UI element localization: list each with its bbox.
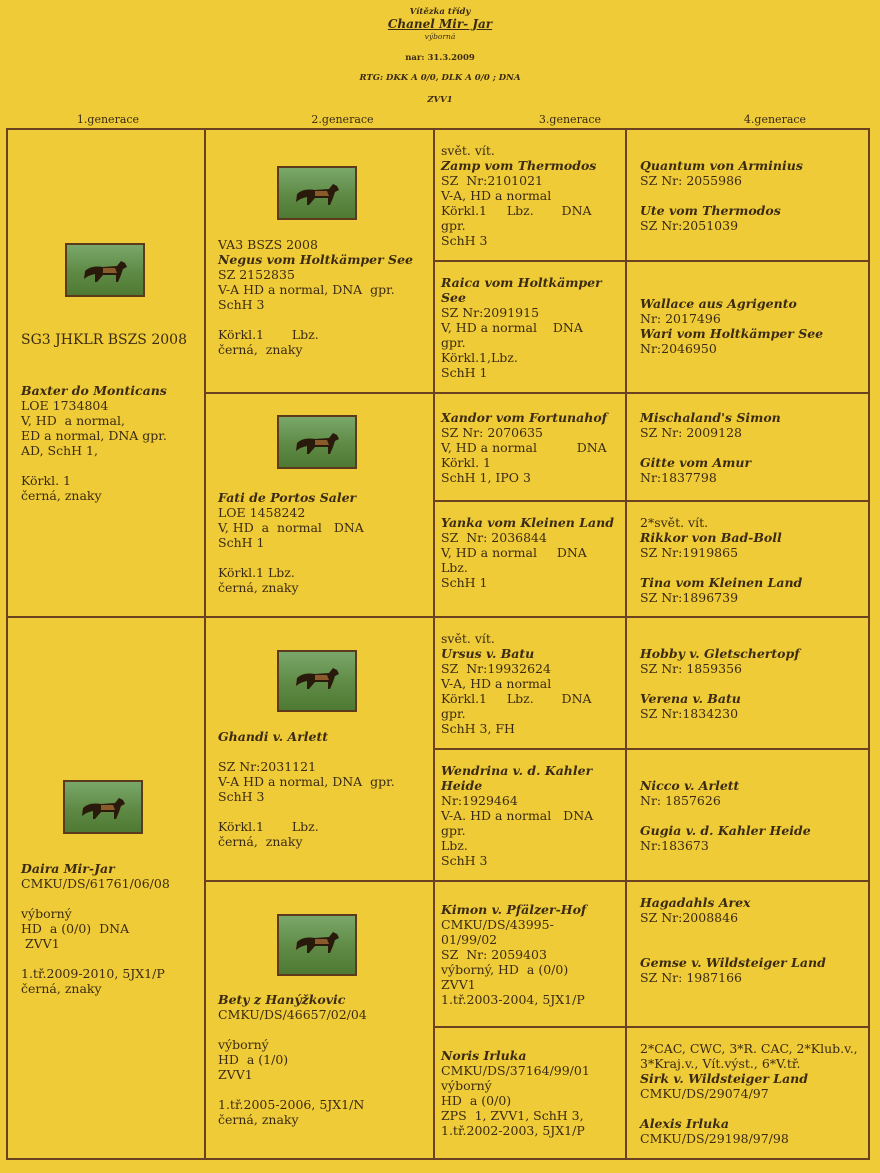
- rtg-result: RTG: DKK A 0/0, DLK A 0/0 ; DNA: [359, 73, 521, 83]
- gen3-line: V, HD a normal DNA: [441, 545, 587, 560]
- gen3-cell-6: [433, 748, 627, 882]
- gen2-name: Bety z Hanýžkovic: [218, 992, 346, 1007]
- dog-name-title: Chanel Mir- Jar: [387, 17, 493, 31]
- gen3-line: SZ Nr:2091915: [441, 305, 540, 320]
- gen2-line: černá, znaky: [218, 1112, 299, 1127]
- gen3-name: Kimon v. Pfälzer-Hof: [441, 902, 587, 917]
- gen1-dam-cell: [6, 616, 206, 1160]
- gen3-line: výborný, HD a (0/0): [441, 962, 569, 977]
- gen4-reg: CMKU/DS/29074/97: [640, 1086, 769, 1101]
- spacer: [640, 940, 862, 955]
- gen3-line: Körkl.1 Lbz. DNA: [441, 691, 592, 706]
- dam-line: 1.tř.2009-2010, 5JX1/P: [21, 966, 165, 981]
- gen4-reg: SZ Nr:2051039: [640, 218, 739, 233]
- gen4-cell-6: [625, 748, 870, 882]
- dog-silhouette-icon: [293, 930, 343, 954]
- gen4-name: Alexis Irluka: [640, 1116, 730, 1131]
- gen2-block: [218, 992, 433, 1127]
- gen1-sire-cell: [6, 128, 206, 618]
- gen3-line: ZPS 1, ZVV1, SchH 3,: [441, 1108, 584, 1123]
- gen4-pre: 2*CAC, CWC, 3*R. CAC, 2*Klub.v.,: [640, 1041, 858, 1056]
- gen4-reg: Nr:1837798: [640, 470, 717, 485]
- gen4-reg: SZ Nr: 2055986: [640, 173, 742, 188]
- spacer: [640, 1101, 862, 1116]
- dog-photo: [63, 780, 143, 834]
- gen4-reg: SZ Nr:1919865: [640, 545, 739, 560]
- dam-line: výborný: [21, 906, 72, 921]
- gen3-line: Körkl. 1: [441, 455, 491, 470]
- gen3-line: CMKU/DS/37164/99/01: [441, 1063, 590, 1078]
- gen2-cell-4: [204, 880, 435, 1160]
- gen4-cell-8: [625, 1026, 870, 1160]
- gen4-reg: Nr: 2017496: [640, 311, 721, 326]
- gen2-line: ZVV1: [218, 1067, 253, 1082]
- gen4-reg: SZ Nr:1834230: [640, 706, 739, 721]
- gen2-line: CMKU/DS/46657/02/04: [218, 1007, 367, 1022]
- gen3-cell-7: [433, 880, 627, 1028]
- generation-label-2: 2.generace: [311, 113, 374, 126]
- gen3-line: Lbz.: [441, 838, 468, 853]
- gen2-line: 1.tř.2005-2006, 5JX1/N: [218, 1097, 365, 1112]
- sire-line: [21, 458, 206, 473]
- gen3-line: 1.tř.2003-2004, 5JX1/P: [441, 992, 585, 1007]
- gen3-line: SZ Nr:19932624: [441, 661, 551, 676]
- gen3-line: Körkl.1,Lbz.: [441, 350, 518, 365]
- dog-silhouette-icon: [79, 796, 129, 820]
- dam-block: [21, 861, 206, 996]
- dog-silhouette-icon: [293, 182, 343, 206]
- gen3-name: Wendrina v. d. Kahler Heide: [441, 763, 593, 793]
- gen4-name: Wari vom Holtkämper See: [640, 326, 824, 341]
- gen2-line: [218, 550, 433, 565]
- spacer: [640, 560, 862, 575]
- dam-name: Daira Mir-Jar: [21, 861, 115, 876]
- sire-line: LOE 1734804: [21, 398, 109, 413]
- gen3-line: CMKU/DS/43995-: [441, 917, 554, 932]
- generation-label-3: 3.generace: [538, 113, 602, 126]
- sire-line: V, HD a normal,: [21, 413, 125, 428]
- dog-silhouette-icon: [293, 666, 343, 690]
- gen3-line: 01/99/02: [441, 932, 498, 947]
- gen3-line: SZ Nr: 2036844: [441, 530, 547, 545]
- sire-line: AD, SchH 1,: [21, 443, 98, 458]
- dam-line: HD a (0/0) DNA: [21, 921, 130, 936]
- gen3-line: SchH 3, FH: [441, 721, 515, 736]
- zvv: ZVV1: [427, 95, 453, 105]
- gen2-line: LOE 1458242: [218, 505, 306, 520]
- gen3-line: V-A. HD a normal DNA: [441, 808, 594, 823]
- gen2-block: [218, 237, 433, 357]
- dog-silhouette-icon: [81, 259, 131, 283]
- gen4-name: Gugia v. d. Kahler Heide: [640, 823, 811, 838]
- birth-date: nar: 31.3.2009: [405, 53, 475, 63]
- gen3-line: SchH 1, IPO 3: [441, 470, 531, 485]
- gen4-name: Hagadahls Arex: [640, 895, 751, 910]
- gen3-line: V-A, HD a normal: [441, 676, 552, 691]
- gen3-line: Lbz.: [441, 560, 468, 575]
- gen4-name: Tina vom Kleinen Land: [640, 575, 803, 590]
- gen4-reg: SZ Nr: 1859356: [640, 661, 742, 676]
- gen3-line: výborný: [441, 1078, 492, 1093]
- gen2-line: [218, 312, 433, 327]
- gen3-cell-4: [433, 500, 627, 618]
- dam-line: ZVV1: [21, 936, 60, 951]
- gen3-line: SZ Nr: 2070635: [441, 425, 543, 440]
- gen2-line: Körkl.1 Lbz.: [218, 565, 295, 580]
- spacer: [640, 808, 862, 823]
- gen2-line: [218, 1022, 433, 1037]
- gen3-line: SZ Nr:2101021: [441, 173, 543, 188]
- gen3-cell-5: [433, 616, 627, 750]
- gen3-name: Ursus v. Batu: [441, 646, 535, 661]
- dam-line: [21, 891, 206, 906]
- sire-line: ED a normal, DNA gpr.: [21, 428, 167, 443]
- gen3-cell-2: [433, 260, 627, 394]
- generation-label-1: 1.generace: [76, 113, 140, 126]
- gen3-line: gpr.: [441, 218, 466, 233]
- gen3-cell-3: [433, 392, 627, 502]
- gen3-line: V, HD a normal DNA: [441, 440, 607, 455]
- gen3-line: Körkl.1 Lbz. DNA: [441, 203, 592, 218]
- gen3-line: V, HD a normal DNA: [441, 320, 583, 335]
- dog-photo: [277, 166, 357, 220]
- gen2-line: černá, znaky: [218, 834, 303, 849]
- gen3-cell-1: [433, 128, 627, 262]
- dog-photo: [277, 415, 357, 469]
- gen2-cell-2: [204, 392, 435, 618]
- gen4-name: Nicco v. Arlett: [640, 778, 740, 793]
- title-prefix: Vítězka třídy: [409, 7, 471, 17]
- gen3-line: ZVV1: [441, 977, 476, 992]
- gen4-name: Rikkor von Bad-Boll: [640, 530, 782, 545]
- gen3-pre: svět. vít.: [441, 631, 495, 646]
- gen4-reg: CMKU/DS/29198/97/98: [640, 1131, 789, 1146]
- gen2-name: Fati de Portos Saler: [218, 490, 357, 505]
- gen3-line: 1.tř.2002-2003, 5JX1/P: [441, 1123, 585, 1138]
- gen2-line: V, HD a normal DNA: [218, 520, 364, 535]
- gen3-line: SchH 1: [441, 365, 488, 380]
- gen2-line: V-A HD a normal, DNA gpr.: [218, 282, 395, 297]
- gen4-cell-3: [625, 392, 870, 502]
- gen4-name: Ute vom Thermodos: [640, 203, 781, 218]
- gen4-name: Wallace aus Agrigento: [640, 296, 797, 311]
- gen3-line: SZ Nr: 2059403: [441, 947, 547, 962]
- dam-line: [21, 951, 206, 966]
- gen2-line: HD a (1/0): [218, 1052, 289, 1067]
- gen2-line: černá, znaky: [218, 580, 299, 595]
- gen4-reg: SZ Nr:2008846: [640, 910, 739, 925]
- gen2-line: výborný: [218, 1037, 269, 1052]
- gen3-cell-8: [433, 1026, 627, 1160]
- gen2-line: SchH 3: [218, 297, 265, 312]
- gen3-line: SchH 3: [441, 853, 488, 868]
- dog-photo: [277, 650, 357, 712]
- gen4-reg: Nr:183673: [640, 838, 709, 853]
- gen4-pre: 3*Kraj.v., Vít.výst., 6*V.tř.: [640, 1056, 801, 1071]
- gen2-line: V-A HD a normal, DNA gpr.: [218, 774, 395, 789]
- spacer: [640, 676, 862, 691]
- gen4-reg: SZ Nr: 2009128: [640, 425, 742, 440]
- gen4-cell-7: [625, 880, 870, 1028]
- gen4-reg: Nr:2046950: [640, 341, 717, 356]
- gen4-name: Quantum von Arminius: [640, 158, 803, 173]
- gen3-pre: svět. vít.: [441, 143, 495, 158]
- grade: výborná: [424, 32, 456, 41]
- sire-name: Baxter do Monticans: [21, 383, 167, 398]
- spacer: [640, 188, 862, 203]
- gen3-line: gpr.: [441, 335, 466, 350]
- gen3-name: Zamp vom Thermodos: [441, 158, 597, 173]
- gen2-line: [218, 1082, 433, 1097]
- sire-line: černá, znaky: [21, 488, 102, 503]
- gen2-line: SchH 1: [218, 535, 265, 550]
- gen2-line: černá, znaky: [218, 342, 303, 357]
- gen2-name: Ghandi v. Arlett: [218, 729, 329, 744]
- gen4-name: Gitte vom Amur: [640, 455, 752, 470]
- sire-block: [21, 383, 206, 503]
- spacer: [640, 440, 862, 455]
- gen3-name: Xandor vom Fortunahof: [441, 410, 608, 425]
- gen3-line: HD a (0/0): [441, 1093, 512, 1108]
- gen3-line: SchH 3: [441, 233, 488, 248]
- sire-line: Körkl. 1: [21, 473, 71, 488]
- generation-label-4: 4.generace: [743, 113, 807, 126]
- gen2-block: [218, 729, 433, 849]
- gen2-name: Negus vom Holtkämper See: [218, 252, 413, 267]
- gen4-cell-1: [625, 128, 870, 262]
- gen3-line: SchH 1: [441, 575, 488, 590]
- gen4-reg: SZ Nr: 1987166: [640, 970, 742, 985]
- sire-title: SG3 JHKLR BSZS 2008: [21, 332, 187, 348]
- gen3-line: gpr.: [441, 706, 466, 721]
- gen4-pre: 2*svět. vít.: [640, 515, 709, 530]
- gen2-line: Körkl.1 Lbz.: [218, 819, 319, 834]
- gen2-pre: VA3 BSZS 2008: [218, 237, 318, 252]
- gen4-cell-4: [625, 500, 870, 618]
- dam-line: černá, znaky: [21, 981, 102, 996]
- dog-silhouette-icon: [293, 431, 343, 455]
- gen4-cell-5: [625, 616, 870, 750]
- gen2-line: Körkl.1 Lbz.: [218, 327, 319, 342]
- gen4-name: Sirk v. Wildsteiger Land: [640, 1071, 808, 1086]
- spacer: [640, 925, 862, 940]
- gen4-name: Hobby v. Gletschertopf: [640, 646, 800, 661]
- gen2-line: [218, 804, 433, 819]
- gen4-reg: SZ Nr:1896739: [640, 590, 739, 605]
- dam-line: CMKU/DS/61761/06/08: [21, 876, 170, 891]
- gen3-name: Raica vom Holtkämper See: [441, 275, 602, 305]
- gen4-name: Mischaland's Simon: [640, 410, 781, 425]
- gen3-line: V-A, HD a normal: [441, 188, 552, 203]
- dog-photo: [65, 243, 145, 297]
- gen4-cell-2: [625, 260, 870, 394]
- gen3-line: Nr:1929464: [441, 793, 518, 808]
- gen3-line: gpr.: [441, 823, 466, 838]
- gen3-name: Yanka vom Kleinen Land: [441, 515, 614, 530]
- dog-photo: [277, 914, 357, 976]
- gen2-cell-1: [204, 128, 435, 394]
- gen2-block: [218, 490, 433, 595]
- gen2-line: [218, 744, 433, 759]
- gen3-name: Noris Irluka: [441, 1048, 527, 1063]
- gen2-line: SchH 3: [218, 789, 265, 804]
- gen4-name: Gemse v. Wildsteiger Land: [640, 955, 826, 970]
- gen2-line: SZ 2152835: [218, 267, 295, 282]
- gen2-line: SZ Nr:2031121: [218, 759, 317, 774]
- gen4-reg: Nr: 1857626: [640, 793, 721, 808]
- gen4-name: Verena v. Batu: [640, 691, 741, 706]
- gen2-cell-3: [204, 616, 435, 882]
